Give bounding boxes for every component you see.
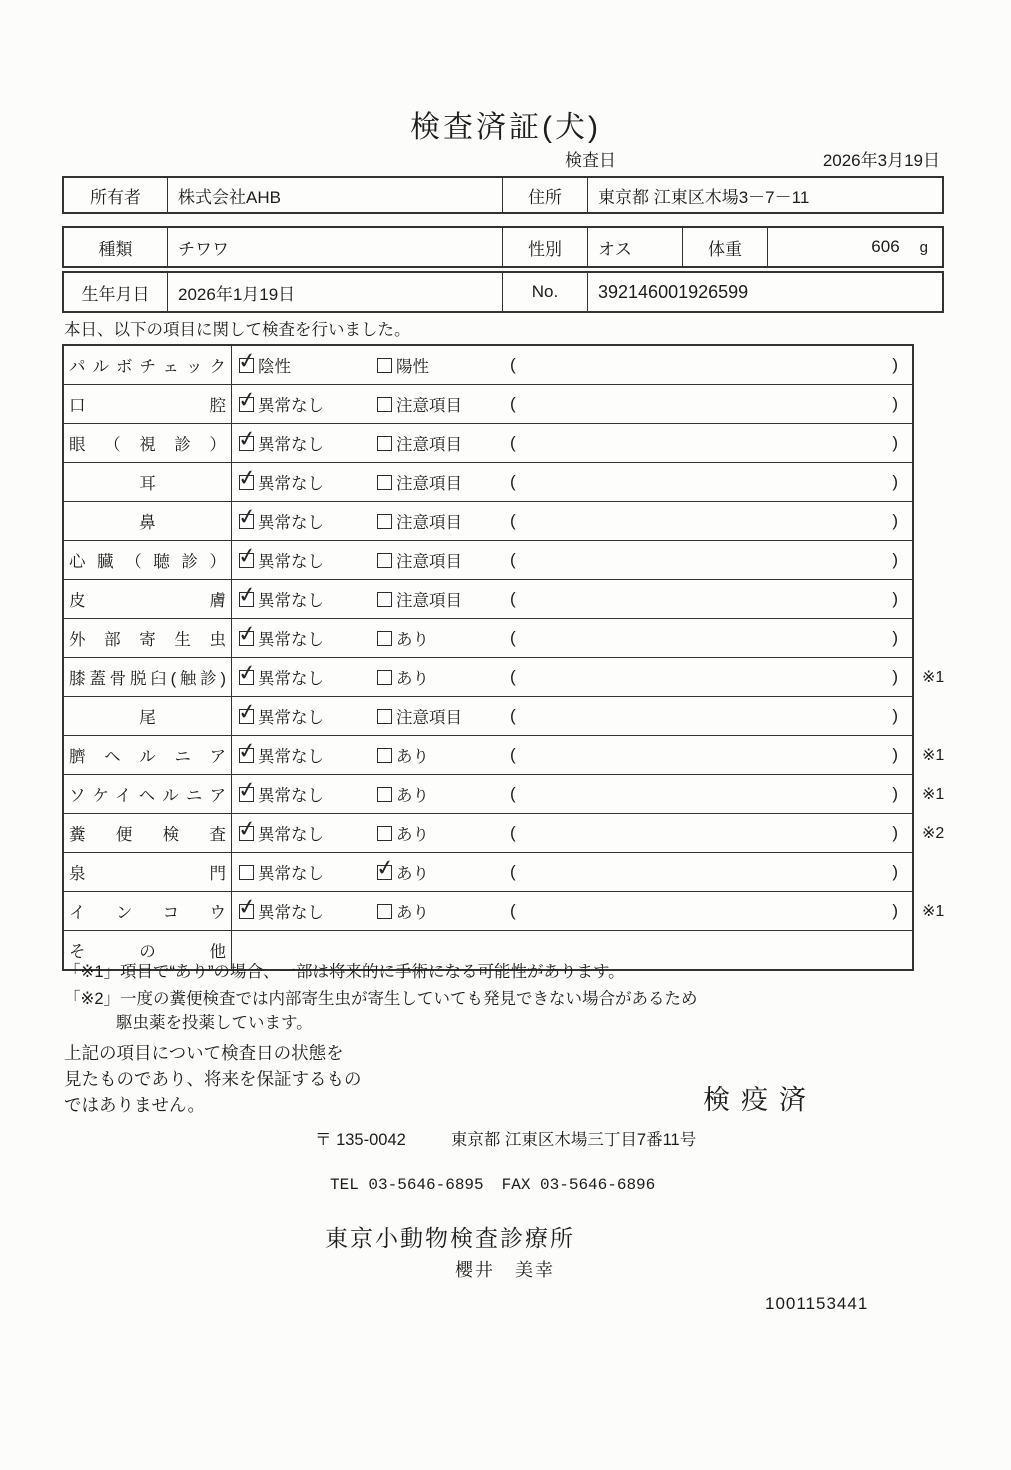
- option2-label: 注意項目: [396, 553, 462, 571]
- pet-table-row1: [62, 226, 944, 268]
- veterinarian-name: 櫻井 美幸: [455, 1260, 555, 1280]
- option2-cell: [370, 697, 502, 735]
- birth-label: 生年月日: [81, 284, 150, 304]
- clinic-address: 東京都 江東区木場三丁目7番11号: [450, 1131, 697, 1149]
- item-label: 眼 （ 視 診 ）: [69, 436, 226, 454]
- item-cell: [64, 697, 232, 735]
- option1-label: 異常なし: [258, 787, 324, 805]
- paren-close: ): [892, 628, 898, 647]
- option1-label: 異常なし: [258, 631, 324, 649]
- item-label: 尾: [139, 709, 156, 727]
- option1-label: 陰性: [258, 358, 291, 376]
- option2-checkbox: [377, 904, 392, 919]
- row-note: ※1: [922, 786, 945, 803]
- inspection-row: [64, 892, 945, 931]
- weight-value-cell: [767, 228, 942, 266]
- option2-checkbox: [377, 514, 392, 529]
- option2-checkbox: [377, 553, 392, 568]
- paren-open: (: [510, 355, 516, 374]
- option2-checkbox: [377, 709, 392, 724]
- option2-checkbox: [377, 748, 392, 763]
- inspection-row: [64, 463, 912, 502]
- item-cell: [64, 424, 232, 462]
- option2-cell: [370, 853, 502, 891]
- paren-close: ): [892, 823, 898, 842]
- option2-label: あり: [396, 787, 429, 805]
- clinic-phone-line: [330, 1176, 655, 1194]
- paren-close: ): [892, 667, 898, 686]
- findings-cell: [502, 775, 912, 813]
- owner-address-label: 住所: [502, 178, 587, 212]
- option2-checkbox: [377, 670, 392, 685]
- item-label: 臍 ヘ ル ニ ア: [69, 748, 226, 766]
- owner-value: 株式会社AHB: [167, 178, 502, 212]
- owner-table: [62, 176, 944, 214]
- option2-checkbox: [377, 787, 392, 802]
- clinic-tel: TEL 03-5646-6895: [330, 1176, 484, 1194]
- inspection-row: [64, 541, 912, 580]
- inspection-date-label: 検査日: [565, 151, 616, 170]
- option1-checkbox: [239, 748, 254, 763]
- findings-cell: [502, 814, 912, 852]
- paren-close: ): [892, 901, 898, 920]
- inspection-row: [64, 502, 912, 541]
- option2-cell: [370, 463, 502, 501]
- item-cell: [64, 853, 232, 891]
- row-note: ※1: [922, 669, 945, 686]
- option1-label: 異常なし: [258, 397, 324, 415]
- option2-checkbox: [377, 397, 392, 412]
- item-label: 糞 便 検 査: [69, 826, 226, 844]
- inspection-row: [64, 580, 912, 619]
- disclaimer-text: [64, 1040, 362, 1118]
- serial-number: 1001153441: [765, 1294, 869, 1313]
- paren-open: (: [510, 511, 516, 530]
- option2-checkbox: [377, 826, 392, 841]
- paren-open: (: [510, 589, 516, 608]
- disclaimer-line-2: 見たものであり、将来を保証するもの: [64, 1069, 362, 1089]
- option2-checkbox: [377, 475, 392, 490]
- item-cell: [64, 619, 232, 657]
- clinic-postal-code: 〒 135-0042: [315, 1131, 406, 1149]
- paren-open: (: [510, 823, 516, 842]
- option1-cell: [232, 619, 370, 657]
- page-title: 検査済証(犬): [410, 111, 601, 145]
- option1-checkbox: [239, 787, 254, 802]
- option1-cell: [232, 463, 370, 501]
- item-cell: [64, 346, 232, 384]
- paren-close: ): [892, 433, 898, 452]
- paren-open: (: [510, 706, 516, 725]
- option1-cell: [232, 580, 370, 618]
- weight-value: 606: [871, 237, 900, 256]
- footnote-1: 「※1」項目で“あり”の場合、一部は将来的に手術になる可能性があります。: [64, 963, 625, 981]
- option1-label: 異常なし: [258, 670, 324, 688]
- option1-label: 異常なし: [258, 475, 324, 493]
- pet-table-row2: [62, 271, 944, 313]
- option1-cell: [232, 736, 370, 774]
- paren-close: ): [892, 355, 898, 374]
- inspection-row: [64, 385, 912, 424]
- item-label: 口 腔: [69, 397, 226, 415]
- weight-label: 体重: [682, 228, 767, 266]
- item-label: そ の 他: [69, 943, 226, 961]
- paren-close: ): [892, 511, 898, 530]
- option2-cell: [370, 736, 502, 774]
- option2-checkbox: [377, 865, 392, 880]
- item-label: 鼻: [139, 514, 156, 532]
- owner-address-value: 東京都 江東区木場3－7－11: [587, 178, 942, 212]
- paren-open: (: [510, 550, 516, 569]
- paren-close: ): [892, 550, 898, 569]
- footnote-2-line1: 「※2」一度の糞便検査では内部寄生虫が寄生していても発見できない場合があるため: [64, 990, 698, 1008]
- findings-cell: [502, 385, 912, 423]
- inspection-row: [64, 775, 945, 814]
- option1-cell: [232, 697, 370, 735]
- option1-cell: [232, 385, 370, 423]
- findings-cell: [502, 346, 912, 384]
- findings-cell: [502, 463, 912, 501]
- intro-text: 本日、以下の項目に関して検査を行いました。: [64, 321, 411, 339]
- item-cell: [64, 502, 232, 540]
- paren-close: ): [892, 394, 898, 413]
- item-cell: [64, 892, 232, 930]
- option2-label: あり: [396, 748, 429, 766]
- option2-cell: [370, 814, 502, 852]
- option1-label: 異常なし: [258, 748, 324, 766]
- item-label: 皮 膚: [69, 592, 226, 610]
- row-note: ※1: [922, 747, 945, 764]
- item-label: 耳: [139, 475, 156, 493]
- option2-checkbox: [377, 631, 392, 646]
- item-cell: [64, 541, 232, 579]
- option2-label: あり: [396, 631, 429, 649]
- option1-cell: [232, 775, 370, 813]
- option1-checkbox: [239, 904, 254, 919]
- option1-checkbox: [239, 514, 254, 529]
- option1-checkbox: [239, 475, 254, 490]
- option1-cell: [232, 541, 370, 579]
- option1-checkbox: [239, 358, 254, 373]
- option2-label: あり: [396, 826, 429, 844]
- row-note: ※2: [922, 825, 945, 842]
- option2-label: あり: [396, 904, 429, 922]
- option2-label: あり: [396, 670, 429, 688]
- inspection-row: [64, 814, 945, 853]
- option2-label: 注意項目: [396, 514, 462, 532]
- paren-open: (: [510, 784, 516, 803]
- paren-close: ): [892, 706, 898, 725]
- option1-label: 異常なし: [258, 865, 324, 883]
- option1-checkbox: [239, 397, 254, 412]
- paren-open: (: [510, 628, 516, 647]
- option1-cell: [232, 424, 370, 462]
- option2-label: 陽性: [396, 358, 429, 376]
- findings-cell: [502, 619, 912, 657]
- item-label: ソケイヘルニア: [69, 787, 226, 805]
- paren-open: (: [510, 901, 516, 920]
- sex-value: オス: [587, 228, 682, 266]
- item-cell: [64, 814, 232, 852]
- findings-cell: [502, 580, 912, 618]
- paren-open: (: [510, 394, 516, 413]
- breed-value: チワワ: [167, 228, 502, 266]
- findings-cell: [502, 424, 912, 462]
- findings-cell: [502, 736, 912, 774]
- paren-open: (: [510, 862, 516, 881]
- inspection-row: [64, 346, 912, 385]
- paren-close: ): [892, 745, 898, 764]
- item-cell: [64, 658, 232, 696]
- option1-checkbox: [239, 826, 254, 841]
- option1-cell: [232, 346, 370, 384]
- item-label: イ ン コ ウ: [69, 904, 226, 922]
- option1-label: 異常なし: [258, 514, 324, 532]
- paren-close: ): [892, 472, 898, 491]
- row-note: ※1: [922, 903, 945, 920]
- findings-cell: [502, 541, 912, 579]
- inspection-date-value: 2026年3月19日: [822, 151, 940, 170]
- inspection-row: [64, 658, 945, 697]
- option2-cell: [370, 385, 502, 423]
- weight-unit: g: [919, 238, 928, 256]
- inspection-table: [62, 344, 945, 971]
- option1-cell: [232, 853, 370, 891]
- no-value: 392146001926599: [587, 273, 942, 311]
- findings-cell: [502, 892, 912, 930]
- birth-value: 2026年1月19日: [167, 273, 502, 311]
- option1-checkbox: [239, 631, 254, 646]
- paren-open: (: [510, 433, 516, 452]
- paren-close: ): [892, 784, 898, 803]
- option2-cell: [370, 892, 502, 930]
- option2-cell: [370, 658, 502, 696]
- option2-label: 注意項目: [396, 592, 462, 610]
- option1-label: 異常なし: [258, 904, 324, 922]
- option1-checkbox: [239, 592, 254, 607]
- option1-label: 異常なし: [258, 592, 324, 610]
- option2-label: 注意項目: [396, 475, 462, 493]
- clinic-name: 東京小動物検査診療所: [325, 1225, 575, 1251]
- inspection-row: [64, 697, 912, 736]
- option1-checkbox: [239, 709, 254, 724]
- option2-cell: [370, 541, 502, 579]
- option1-label: 異常なし: [258, 436, 324, 454]
- item-label: 膝蓋骨脱臼(触診): [69, 670, 226, 688]
- option2-cell: [370, 424, 502, 462]
- option1-label: 異常なし: [258, 826, 324, 844]
- breed-label: 種類: [98, 239, 133, 259]
- item-label: 泉 門: [69, 865, 226, 883]
- option1-cell: [232, 814, 370, 852]
- findings-cell: [502, 502, 912, 540]
- owner-label: 所有者: [90, 187, 141, 207]
- option2-label: あり: [396, 865, 429, 883]
- option2-cell: [370, 502, 502, 540]
- option2-checkbox: [377, 436, 392, 451]
- option2-checkbox: [377, 358, 392, 373]
- clinic-fax: FAX 03-5646-6896: [501, 1176, 656, 1194]
- item-label: 心 臓 （ 聴 診 ）: [69, 553, 226, 571]
- item-cell: [64, 736, 232, 774]
- paren-close: ): [892, 589, 898, 608]
- paren-open: (: [510, 745, 516, 764]
- item-label: パルボチェック: [69, 358, 226, 376]
- paren-close: ): [892, 862, 898, 881]
- option1-checkbox: [239, 865, 254, 880]
- option1-label: 異常なし: [258, 553, 324, 571]
- inspection-row: [64, 853, 912, 892]
- inspection-row: [64, 619, 912, 658]
- option1-cell: [232, 658, 370, 696]
- disclaimer-line-3: ではありません。: [64, 1095, 206, 1115]
- item-cell: [64, 463, 232, 501]
- clinic-address-line: [315, 1126, 696, 1150]
- inspection-row: [64, 424, 912, 463]
- option2-cell: [370, 775, 502, 813]
- findings-cell: [502, 697, 912, 735]
- findings-cell: [502, 658, 912, 696]
- option2-label: 注意項目: [396, 397, 462, 415]
- item-cell: [64, 775, 232, 813]
- item-cell: [64, 385, 232, 423]
- option1-checkbox: [239, 670, 254, 685]
- option1-checkbox: [239, 553, 254, 568]
- paren-open: (: [510, 472, 516, 491]
- option2-label: 注意項目: [396, 436, 462, 454]
- quarantine-stamp: 検疫済: [703, 1085, 817, 1115]
- sex-label: 性別: [502, 228, 587, 266]
- inspection-date-row: [565, 146, 940, 171]
- option1-cell: [232, 892, 370, 930]
- option1-label: 異常なし: [258, 709, 324, 727]
- inspection-row: [64, 736, 945, 775]
- option2-checkbox: [377, 592, 392, 607]
- option2-cell: [370, 619, 502, 657]
- option1-checkbox: [239, 436, 254, 451]
- option2-label: 注意項目: [396, 709, 462, 727]
- disclaimer-line-1: 上記の項目について検査日の状態を: [64, 1043, 344, 1063]
- option2-cell: [370, 580, 502, 618]
- findings-cell: [502, 853, 912, 891]
- item-label: 外 部 寄 生 虫: [69, 631, 226, 649]
- option1-cell: [232, 502, 370, 540]
- option2-cell: [370, 346, 502, 384]
- item-cell: [64, 580, 232, 618]
- footnote-2-line2: 駆虫薬を投薬しています。: [116, 1014, 313, 1032]
- paren-open: (: [510, 667, 516, 686]
- no-label: No.: [502, 273, 587, 311]
